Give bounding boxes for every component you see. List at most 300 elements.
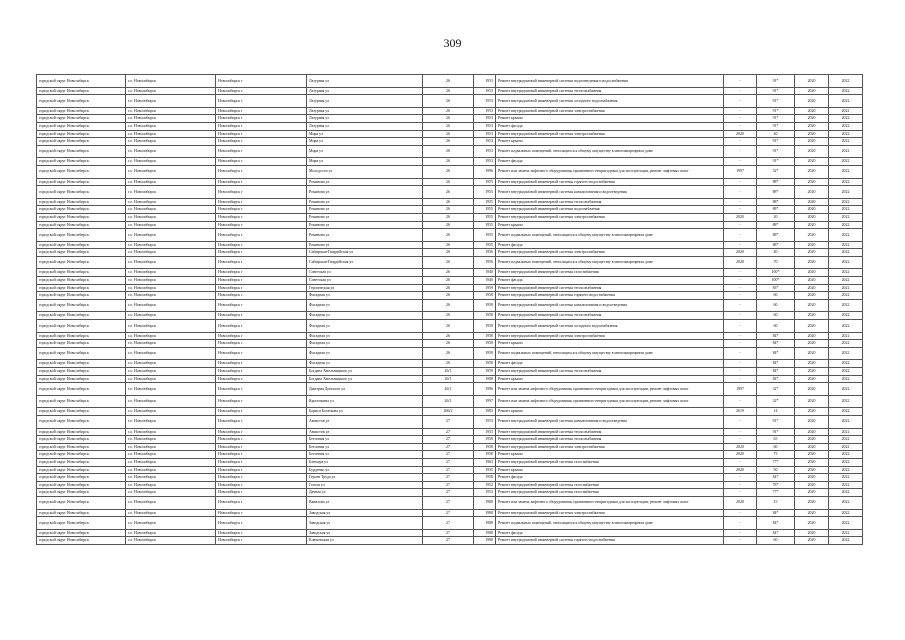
work-type-cell: Ремонт внутридомовой инженерной системы горячего водоснабжения	[496, 178, 724, 186]
wear-percent-cell: 88*	[757, 178, 795, 186]
wear-percent-cell: 88*	[757, 206, 795, 214]
period-start-cell: 2020	[795, 115, 829, 123]
municipality-cell: городской округ Новосибирск	[37, 436, 126, 444]
municipality-cell: городской округ Новосибирск	[37, 107, 126, 115]
settlement-cell: г.о. Новосибирск	[126, 277, 216, 285]
street-cell: Мира ул	[307, 130, 423, 138]
period-end-cell: 2022	[829, 249, 863, 257]
build-year-cell: 1953	[474, 107, 496, 115]
house-number-cell: 26	[423, 269, 474, 277]
last-repair-year-cell: -	[724, 347, 757, 360]
locality-cell: Новосибирск г	[216, 347, 307, 360]
municipality-cell: городской округ Новосибирск	[37, 320, 126, 333]
settlement-cell: г.о. Новосибирск	[126, 95, 216, 108]
period-end-cell: 2022	[829, 537, 863, 545]
locality-cell: Новосибирск г	[216, 87, 307, 95]
street-cell: Героическая ул	[307, 284, 423, 292]
last-repair-year-cell: -	[724, 320, 757, 333]
wear-percent-cell: 100*	[757, 277, 795, 285]
table-row	[37, 458, 863, 466]
house-number-cell: 26	[423, 256, 474, 269]
period-start-cell: 2020	[795, 145, 829, 158]
house-number-cell: 26	[423, 320, 474, 333]
wear-percent-cell: 91*	[757, 95, 795, 108]
build-year-cell: 1955	[474, 186, 496, 199]
last-repair-year-cell: -	[724, 368, 757, 376]
table-row	[37, 395, 863, 408]
last-repair-year-cell: -	[724, 481, 757, 489]
period-start-cell: 2020	[795, 474, 829, 482]
wear-percent-cell: 32*	[757, 395, 795, 408]
table-row	[37, 489, 863, 497]
wear-percent-cell: 91*	[757, 158, 795, 166]
locality-cell: Новосибирск г	[216, 474, 307, 482]
table-row	[37, 178, 863, 186]
settlement-cell: г.о. Новосибирск	[126, 292, 216, 300]
settlement-cell: г.о. Новосибирск	[126, 165, 216, 178]
municipality-cell: городской округ Новосибирск	[37, 229, 126, 242]
period-start-cell: 2020	[795, 95, 829, 108]
period-end-cell: 2022	[829, 375, 863, 383]
municipality-cell: городской округ Новосибирск	[37, 529, 126, 537]
locality-cell: Новосибирск г	[216, 198, 307, 206]
capital-repair-register-table	[36, 74, 863, 545]
house-number-cell: 26	[423, 229, 474, 242]
table-row	[37, 443, 863, 451]
street-cell: Мира ул	[307, 145, 423, 158]
period-start-cell: 2020	[795, 221, 829, 229]
last-repair-year-cell: -	[724, 277, 757, 285]
period-start-cell: 2020	[795, 458, 829, 466]
wear-percent-cell: 84*	[757, 517, 795, 530]
locality-cell: Новосибирск г	[216, 443, 307, 451]
house-number-cell: 26	[423, 75, 474, 88]
house-number-cell: 27	[423, 474, 474, 482]
work-type-cell: Ремонт фасада	[496, 529, 724, 537]
street-cell: Романова ул	[307, 229, 423, 242]
street-cell: Фасадная ул	[307, 360, 423, 368]
period-start-cell: 2020	[795, 496, 829, 509]
municipality-cell: городской округ Новосибирск	[37, 115, 126, 123]
table-row	[37, 466, 863, 474]
work-type-cell: Ремонт внутридомовой инженерной системы холодного водоснабжения	[496, 320, 724, 333]
register-body	[37, 75, 863, 545]
last-repair-year-cell: -	[724, 229, 757, 242]
table-row	[37, 130, 863, 138]
table-row	[37, 529, 863, 537]
last-repair-year-cell: -	[724, 158, 757, 166]
settlement-cell: г.о. Новосибирск	[126, 383, 216, 396]
build-year-cell: 1996	[474, 165, 496, 178]
settlement-cell: г.о. Новосибирск	[126, 395, 216, 408]
table-row	[37, 75, 863, 88]
table-row	[37, 509, 863, 517]
municipality-cell: городской округ Новосибирск	[37, 256, 126, 269]
last-repair-year-cell: -	[724, 299, 757, 312]
wear-percent-cell: 91*	[757, 138, 795, 146]
period-start-cell: 2020	[795, 415, 829, 428]
table-row	[37, 347, 863, 360]
table-row	[37, 312, 863, 320]
period-end-cell: 2022	[829, 332, 863, 340]
work-type-cell: Ремонт фасада	[496, 122, 724, 130]
municipality-cell: городской округ Новосибирск	[37, 347, 126, 360]
table-row	[37, 213, 863, 221]
period-start-cell: 2020	[795, 87, 829, 95]
street-cell: Романова ул	[307, 213, 423, 221]
work-type-cell: Ремонт или замена лифтового оборудования, признанного непригодным для эксплуатации, ремонт лифтовых шахт	[496, 496, 724, 509]
last-repair-year-cell: -	[724, 95, 757, 108]
last-repair-year-cell: -	[724, 178, 757, 186]
house-number-cell: 26	[423, 221, 474, 229]
period-end-cell: 2022	[829, 340, 863, 348]
locality-cell: Новосибирск г	[216, 229, 307, 242]
settlement-cell: г.о. Новосибирск	[126, 529, 216, 537]
settlement-cell: г.о. Новосибирск	[126, 75, 216, 88]
last-repair-year-cell: 2020	[724, 256, 757, 269]
table-row	[37, 320, 863, 333]
period-end-cell: 2022	[829, 428, 863, 436]
build-year-cell: 1958	[474, 312, 496, 320]
house-number-cell: 26	[423, 138, 474, 146]
last-repair-year-cell: -	[724, 537, 757, 545]
last-repair-year-cell: -	[724, 375, 757, 383]
locality-cell: Новосибирск г	[216, 466, 307, 474]
house-number-cell: 26	[423, 198, 474, 206]
locality-cell: Новосибирск г	[216, 269, 307, 277]
period-start-cell: 2020	[795, 529, 829, 537]
wear-percent-cell: 91*	[757, 145, 795, 158]
municipality-cell: городской округ Новосибирск	[37, 312, 126, 320]
last-repair-year-cell: -	[724, 415, 757, 428]
last-repair-year-cell: -	[724, 198, 757, 206]
period-start-cell: 2020	[795, 213, 829, 221]
period-start-cell: 2020	[795, 383, 829, 396]
period-end-cell: 2022	[829, 481, 863, 489]
settlement-cell: г.о. Новосибирск	[126, 178, 216, 186]
street-cell: Фасадная ул	[307, 292, 423, 300]
house-number-cell: 27	[423, 489, 474, 497]
build-year-cell: 1935	[474, 466, 496, 474]
table-row	[37, 299, 863, 312]
street-cell: Ключевская ул	[307, 537, 423, 545]
build-year-cell: 1953	[474, 158, 496, 166]
build-year-cell: 1953	[474, 138, 496, 146]
last-repair-year-cell: -	[724, 509, 757, 517]
table-row	[37, 241, 863, 249]
period-start-cell: 2020	[795, 186, 829, 199]
period-end-cell: 2022	[829, 269, 863, 277]
last-repair-year-cell: -	[724, 241, 757, 249]
build-year-cell: 1958	[474, 340, 496, 348]
municipality-cell: городской округ Новосибирск	[37, 489, 126, 497]
house-number-cell: 26	[423, 332, 474, 340]
wear-percent-cell: 84*	[757, 368, 795, 376]
house-number-cell: 27	[423, 529, 474, 537]
period-end-cell: 2022	[829, 347, 863, 360]
table-row	[37, 256, 863, 269]
work-type-cell: Ремонт фасада	[496, 277, 724, 285]
last-repair-year-cell: -	[724, 340, 757, 348]
settlement-cell: г.о. Новосибирск	[126, 474, 216, 482]
locality-cell: Новосибирск г	[216, 158, 307, 166]
last-repair-year-cell: -	[724, 312, 757, 320]
last-repair-year-cell: -	[724, 436, 757, 444]
street-cell: Лазурная ул	[307, 115, 423, 123]
house-number-cell: 26	[423, 95, 474, 108]
table-row	[37, 292, 863, 300]
municipality-cell: городской округ Новосибирск	[37, 537, 126, 545]
work-type-cell: Ремонт фасада	[496, 360, 724, 368]
wear-percent-cell: 14	[757, 408, 795, 416]
settlement-cell: г.о. Новосибирск	[126, 489, 216, 497]
period-start-cell: 2020	[795, 284, 829, 292]
street-cell: Лазурная ул	[307, 95, 423, 108]
period-end-cell: 2022	[829, 368, 863, 376]
house-number-cell: 26	[423, 347, 474, 360]
build-year-cell: 1956	[474, 249, 496, 257]
build-year-cell: 1955	[474, 213, 496, 221]
house-number-cell: 27	[423, 537, 474, 545]
settlement-cell: г.о. Новосибирск	[126, 284, 216, 292]
settlement-cell: г.о. Новосибирск	[126, 312, 216, 320]
build-year-cell: 1988	[474, 375, 496, 383]
period-end-cell: 2022	[829, 130, 863, 138]
period-start-cell: 2020	[795, 360, 829, 368]
build-year-cell: 1959	[474, 284, 496, 292]
municipality-cell: городской округ Новосибирск	[37, 458, 126, 466]
settlement-cell: г.о. Новосибирск	[126, 481, 216, 489]
table-row	[37, 474, 863, 482]
municipality-cell: городской округ Новосибирск	[37, 340, 126, 348]
wear-percent-cell: 60	[757, 292, 795, 300]
build-year-cell: 1988	[474, 509, 496, 517]
period-end-cell: 2022	[829, 383, 863, 396]
table-row	[37, 229, 863, 242]
work-type-cell: Ремонт внутридомовой инженерной системы теплоснабжения	[496, 368, 724, 376]
work-type-cell: Ремонт крыши	[496, 466, 724, 474]
last-repair-year-cell: -	[724, 529, 757, 537]
build-year-cell: 1988	[474, 517, 496, 530]
table-row	[37, 122, 863, 130]
municipality-cell: городской округ Новосибирск	[37, 165, 126, 178]
period-start-cell: 2020	[795, 206, 829, 214]
work-type-cell: Ремонт подвальных помещений, относящихся к общему имуществу в многоквартирном доме	[496, 229, 724, 242]
build-year-cell: 1953	[474, 95, 496, 108]
period-start-cell: 2020	[795, 537, 829, 545]
table-row	[37, 198, 863, 206]
last-repair-year-cell: 2020	[724, 213, 757, 221]
settlement-cell: г.о. Новосибирск	[126, 537, 216, 545]
wear-percent-cell: 91*	[757, 115, 795, 123]
table-row	[37, 517, 863, 530]
period-start-cell: 2020	[795, 292, 829, 300]
municipality-cell: городской округ Новосибирск	[37, 284, 126, 292]
street-cell: Заводская ул	[307, 509, 423, 517]
locality-cell: Новосибирск г	[216, 107, 307, 115]
house-number-cell: 26	[423, 213, 474, 221]
street-cell: Фасадная ул	[307, 332, 423, 340]
work-type-cell: Ремонт фасада	[496, 241, 724, 249]
house-number-cell: 26	[423, 145, 474, 158]
street-cell: Романова ул	[307, 206, 423, 214]
work-type-cell: Ремонт внутридомовой инженерной системы газоснабжения	[496, 269, 724, 277]
work-type-cell: Ремонт внутридомовой инженерной системы электроснабжения	[496, 332, 724, 340]
table-row	[37, 436, 863, 444]
period-start-cell: 2020	[795, 130, 829, 138]
street-cell: Мира ул	[307, 138, 423, 146]
period-start-cell: 2020	[795, 165, 829, 178]
work-type-cell: Ремонт подвальных помещений, относящихся к общему имуществу в многоквартирном доме	[496, 145, 724, 158]
period-end-cell: 2022	[829, 489, 863, 497]
build-year-cell: 1988	[474, 529, 496, 537]
locality-cell: Новосибирск г	[216, 436, 307, 444]
build-year-cell: 1953	[474, 87, 496, 95]
last-repair-year-cell: -	[724, 107, 757, 115]
street-cell: Лазурная ул	[307, 122, 423, 130]
period-end-cell: 2022	[829, 95, 863, 108]
house-number-cell: 26	[423, 115, 474, 123]
locality-cell: Новосибирск г	[216, 368, 307, 376]
street-cell: Романова ул	[307, 186, 423, 199]
work-type-cell: Ремонт внутридомовой инженерной системы газоснабжения	[496, 489, 724, 497]
wear-percent-cell: 83*	[757, 284, 795, 292]
settlement-cell: г.о. Новосибирск	[126, 360, 216, 368]
municipality-cell: городской округ Новосибирск	[37, 130, 126, 138]
wear-percent-cell: 91*	[757, 75, 795, 88]
street-cell: Дачная ул	[307, 489, 423, 497]
work-type-cell: Ремонт внутридомовой инженерной системы газоснабжения	[496, 481, 724, 489]
work-type-cell: Ремонт внутридомовой инженерной системы теплоснабжения	[496, 198, 724, 206]
build-year-cell: 1988	[474, 496, 496, 509]
house-number-cell: 26	[423, 292, 474, 300]
locality-cell: Новосибирск г	[216, 178, 307, 186]
build-year-cell: 1958	[474, 320, 496, 333]
table-row	[37, 95, 863, 108]
period-end-cell: 2022	[829, 395, 863, 408]
locality-cell: Новосибирск г	[216, 458, 307, 466]
period-end-cell: 2022	[829, 115, 863, 123]
locality-cell: Новосибирск г	[216, 489, 307, 497]
table-row	[37, 340, 863, 348]
wear-percent-cell: 84*	[757, 360, 795, 368]
last-repair-year-cell: -	[724, 332, 757, 340]
build-year-cell: 1953	[474, 115, 496, 123]
street-cell: Советская ул	[307, 269, 423, 277]
locality-cell: Новосибирск г	[216, 509, 307, 517]
work-type-cell: Ремонт крыши	[496, 408, 724, 416]
wear-percent-cell: 88*	[757, 229, 795, 242]
street-cell: Романова ул	[307, 198, 423, 206]
last-repair-year-cell: 2020	[724, 466, 757, 474]
locality-cell: Новосибирск г	[216, 496, 307, 509]
period-end-cell: 2022	[829, 198, 863, 206]
period-end-cell: 2022	[829, 443, 863, 451]
work-type-cell: Ремонт внутридомовой инженерной системы электроснабжения	[496, 107, 724, 115]
wear-percent-cell: 77*	[757, 458, 795, 466]
settlement-cell: г.о. Новосибирск	[126, 206, 216, 214]
municipality-cell: городской округ Новосибирск	[37, 241, 126, 249]
wear-percent-cell: 91*	[757, 87, 795, 95]
settlement-cell: г.о. Новосибирск	[126, 332, 216, 340]
work-type-cell: Ремонт внутридомовой инженерной системы канализования и водоотведения	[496, 186, 724, 199]
municipality-cell: городской округ Новосибирск	[37, 395, 126, 408]
street-cell: Вавилова ул	[307, 496, 423, 509]
work-type-cell: Ремонт крыши	[496, 115, 724, 123]
table-row	[37, 360, 863, 368]
work-type-cell: Ремонт внутридомовой инженерной системы электроснабжения	[496, 443, 724, 451]
settlement-cell: г.о. Новосибирск	[126, 256, 216, 269]
settlement-cell: г.о. Новосибирск	[126, 347, 216, 360]
locality-cell: Новосибирск г	[216, 221, 307, 229]
table-row	[37, 383, 863, 396]
street-cell: Бетонная ул	[307, 436, 423, 444]
street-cell: Богдана Хмельницкого ул	[307, 375, 423, 383]
last-repair-year-cell: 2020	[724, 451, 757, 459]
last-repair-year-cell: -	[724, 138, 757, 146]
work-type-cell: Ремонт подвальных помещений, относящихся к общему имуществу в многоквартирном доме	[496, 517, 724, 530]
table-row	[37, 332, 863, 340]
table-row	[37, 158, 863, 166]
locality-cell: Новосибирск г	[216, 249, 307, 257]
house-number-cell: 26/1	[423, 368, 474, 376]
street-cell: Лазурная ул	[307, 87, 423, 95]
municipality-cell: городской округ Новосибирск	[37, 122, 126, 130]
table-row	[37, 165, 863, 178]
work-type-cell: Ремонт внутридомовой инженерной системы горячего водоснабжения	[496, 292, 724, 300]
last-repair-year-cell: -	[724, 284, 757, 292]
settlement-cell: г.о. Новосибирск	[126, 375, 216, 383]
period-start-cell: 2020	[795, 269, 829, 277]
locality-cell: Новосибирск г	[216, 138, 307, 146]
last-repair-year-cell: -	[724, 428, 757, 436]
municipality-cell: городской округ Новосибирск	[37, 517, 126, 530]
period-start-cell: 2020	[795, 277, 829, 285]
municipality-cell: городской округ Новосибирск	[37, 474, 126, 482]
street-cell: Кропоткина ул	[307, 395, 423, 408]
last-repair-year-cell: -	[724, 115, 757, 123]
last-repair-year-cell: 2020	[724, 249, 757, 257]
period-end-cell: 2022	[829, 299, 863, 312]
table-row	[37, 415, 863, 428]
period-end-cell: 2022	[829, 509, 863, 517]
table-row	[37, 145, 863, 158]
work-type-cell: Ремонт фасада	[496, 158, 724, 166]
period-start-cell: 2020	[795, 229, 829, 242]
work-type-cell: Ремонт внутридомовой инженерной системы горячего водоснабжения	[496, 537, 724, 545]
build-year-cell: 1953	[474, 145, 496, 158]
settlement-cell: г.о. Новосибирск	[126, 107, 216, 115]
last-repair-year-cell: -	[724, 145, 757, 158]
locality-cell: Новосибирск г	[216, 332, 307, 340]
street-cell: Фасадная ул	[307, 347, 423, 360]
settlement-cell: г.о. Новосибирск	[126, 158, 216, 166]
build-year-cell: 1955	[474, 178, 496, 186]
wear-percent-cell: 32*	[757, 383, 795, 396]
build-year-cell: 1958	[474, 443, 496, 451]
last-repair-year-cell: 2020	[724, 130, 757, 138]
house-number-cell: 26	[423, 158, 474, 166]
settlement-cell: г.о. Новосибирск	[126, 115, 216, 123]
municipality-cell: городской округ Новосибирск	[37, 206, 126, 214]
period-end-cell: 2022	[829, 466, 863, 474]
municipality-cell: городской округ Новосибирск	[37, 145, 126, 158]
street-cell: Мира ул	[307, 158, 423, 166]
period-end-cell: 2022	[829, 138, 863, 146]
wear-percent-cell: 88*	[757, 198, 795, 206]
wear-percent-cell: 65	[757, 436, 795, 444]
municipality-cell: городской округ Новосибирск	[37, 443, 126, 451]
